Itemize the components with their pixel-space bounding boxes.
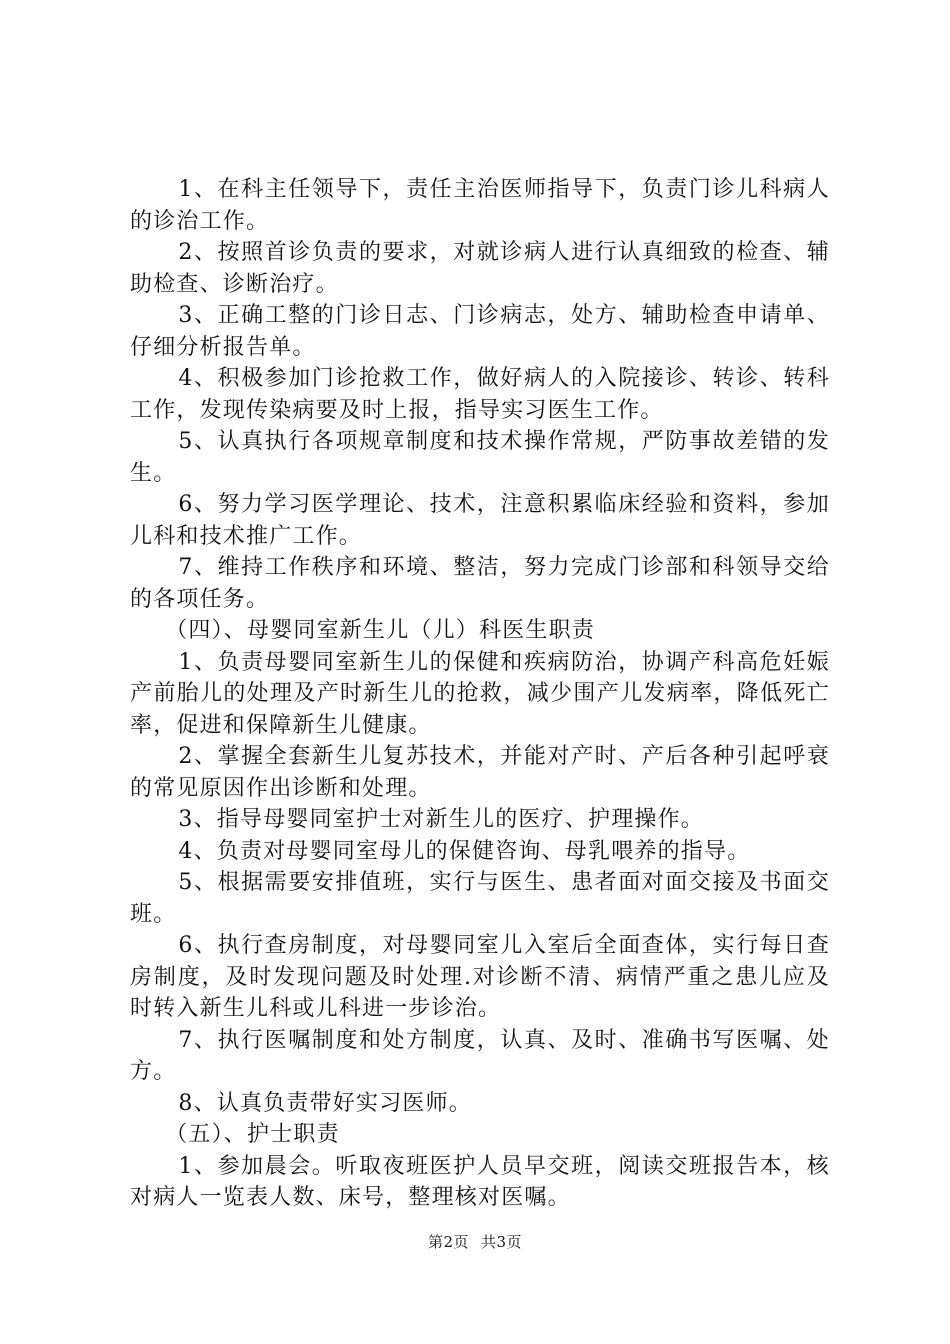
paragraph: 8、认真负责带好实习医师。	[178, 1090, 472, 1116]
paragraph: 5、认真执行各项规章制度和技术操作常规，严防事故差错的发生。	[130, 429, 830, 486]
document-body	[130, 174, 830, 1214]
paragraph: 7、维持工作秩序和环境、整洁，努力完成门诊部和科领导交给的各项任务。	[130, 555, 830, 612]
paragraph: 6、执行查房制度，对母婴同室儿入室后全面查体，实行每日查房制度，及时发现问题及时处理.对诊断不清、病情严重之患儿应及时转入新生儿科或儿科进一步诊治。	[130, 933, 830, 1021]
paragraph: 1、参加晨会。听取夜班医护人员早交班，阅读交班报告本，核对病人一览表人数、床号，整理核对医嘱。	[130, 1153, 830, 1210]
paragraph: 2、掌握全套新生儿复苏技术，并能对产时、产后各种引起呼衰的常见原因作出诊断和处理。	[130, 744, 830, 801]
section-heading: （四）、母婴同室新生儿（儿）科医生职责	[165, 618, 595, 643]
page-number: 第2页	[427, 1233, 469, 1251]
paragraph: 2、按照首诊负责的要求，对就诊病人进行认真细致的检查、辅助检查、诊断治疗。	[130, 240, 830, 297]
page-total: 共3页	[481, 1233, 523, 1251]
paragraph: 3、正确工整的门诊日志、门诊病志，处方、辅助检查申请单、仔细分析报告单。	[130, 303, 830, 360]
paragraph: 6、努力学习医学理论、技术，注意积累临床经验和资料，参加儿科和技术推广工作。	[130, 492, 830, 549]
paragraph: 5、根据需要安排值班，实行与医生、患者面对面交接及书面交班。	[130, 870, 830, 927]
paragraph: 1、在科主任领导下，责任主治医师指导下，负责门诊儿科病人的诊治工作。	[130, 177, 830, 234]
paragraph: 4、积极参加门诊抢救工作，做好病人的入院接诊、转诊、转科工作，发现传染病要及时上报，指导实习医生工作。	[130, 366, 830, 423]
paragraph: 7、执行医嘱制度和处方制度，认真、及时、准确书写医嘱、处方。	[130, 1027, 830, 1084]
paragraph: 4、负责对母婴同室母儿的保健咨询、母乳喂养的指导。	[178, 838, 751, 864]
page-footer	[0, 1232, 950, 1252]
paragraph: 3、指导母婴同室护士对新生儿的医疗、护理操作。	[178, 807, 704, 832]
paragraph: 1、负责母婴同室新生儿的保健和疾病防治，协调产科高危妊娠产前胎儿的处理及产时新生儿的抢救，减少围产儿发病率，降低死亡率，促进和保障新生儿健康。	[130, 649, 830, 738]
section-heading: （五）、护士职责	[165, 1122, 340, 1147]
